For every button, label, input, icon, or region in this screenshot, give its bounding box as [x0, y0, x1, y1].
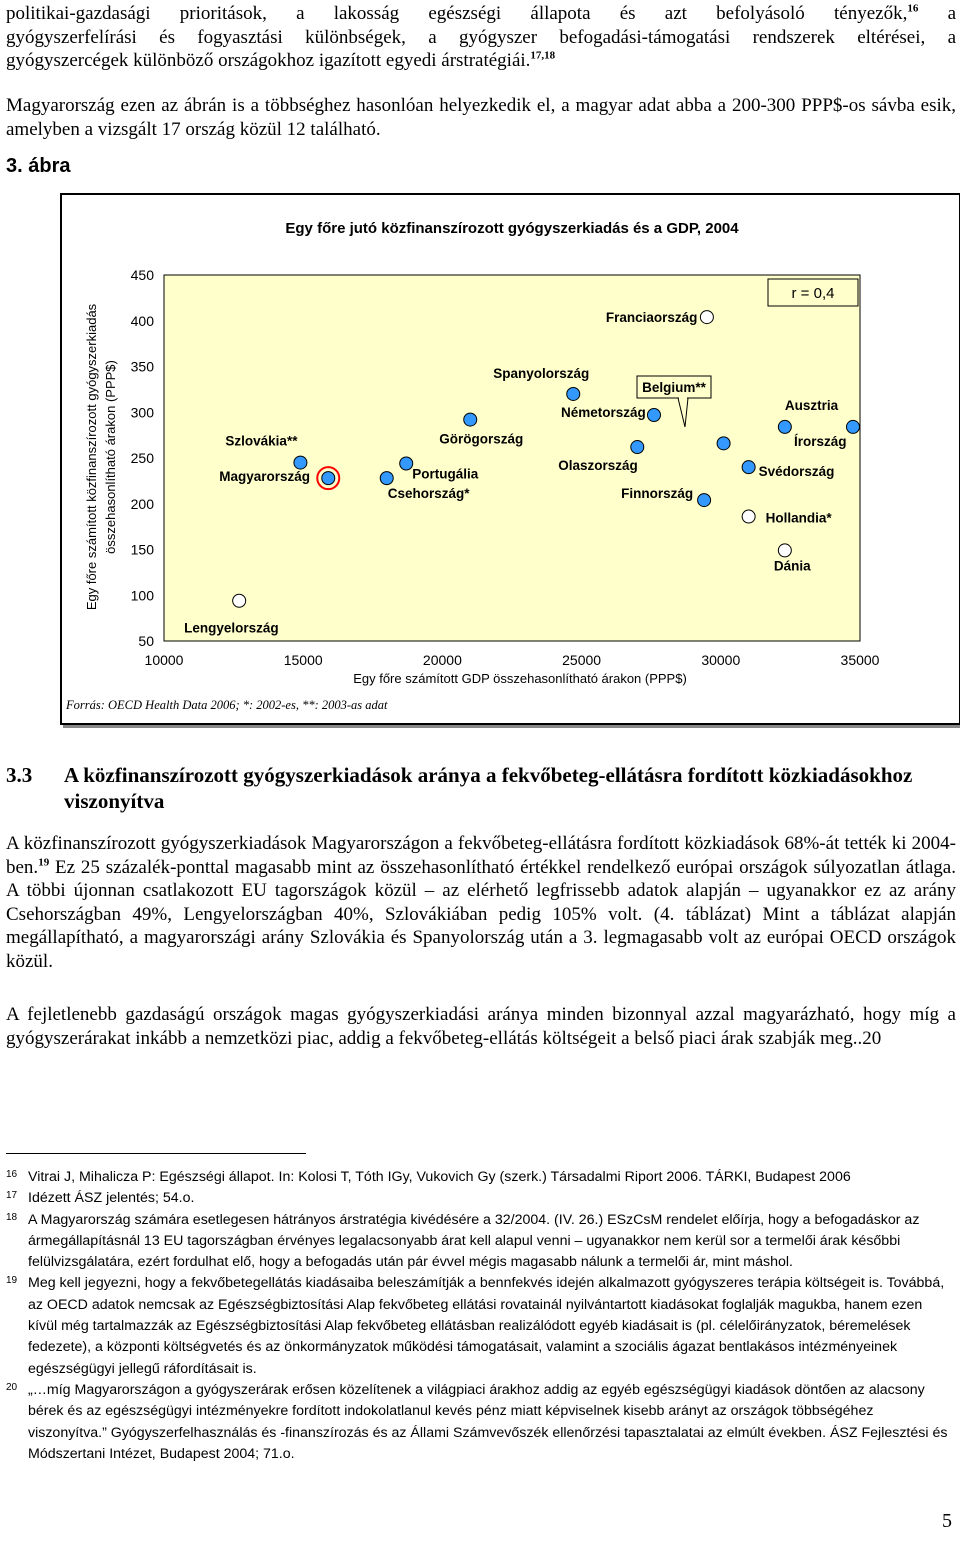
body-paragraph-3 — [6, 832, 956, 973]
intro-paragraph-2: Magyarország ezen az ábrán is a többséghez hasonlóan helyezkedik el, a magyar adat abba a 200-300 PPP$-os sávba esik, amelyben a vizsgált 17 ország közül 12 található. — [6, 95, 956, 140]
x-tick-label: 25000 — [562, 652, 602, 668]
footnote-number: 18 — [6, 1211, 18, 1223]
intro-line-1-tail: a — [918, 3, 956, 24]
point-label: Olaszország — [558, 458, 638, 474]
filled-marker — [464, 413, 477, 426]
filled-marker — [294, 456, 307, 469]
filled-marker — [567, 387, 580, 400]
x-axis — [145, 652, 880, 668]
chart-title: Egy főre jutó közfinanszírozott gyógyszerkiadás és a GDP, 2004 — [285, 220, 739, 237]
footnote-number: 17 — [6, 1190, 18, 1202]
intro-line-2: gyógyszerfelírási és fogyasztási különbségek, a gyógyszer befogadási-támogatási rendszerek eltérései, a — [6, 26, 956, 48]
y-axis-label-line2: összehasonlítható árakon (PPP$) — [103, 360, 118, 554]
point-label: Ausztria — [784, 397, 839, 413]
scatter-chart — [62, 195, 959, 723]
y-tick-label: 300 — [130, 404, 154, 421]
y-axis — [131, 267, 155, 649]
footnote-18 — [6, 1210, 950, 1274]
chart-frame — [60, 193, 960, 725]
point-label: Csehország* — [387, 486, 470, 502]
footnote-number: 20 — [6, 1381, 18, 1393]
body-p3-part-a: A közfinanszírozott gyógyszerkiadások Magyarországon a fekvőbeteg-ellátásra fordított közkiadások 68%-át tették ki 2004-ben. — [6, 833, 956, 878]
x-tick-label: 30000 — [701, 652, 741, 668]
body-p3-part-b: Ez 25 százalék-ponttal magasabb mint az összehasonlítható értékkel rendelkező európai országok súlyozatlan átlaga. A többi újonnan csatlakozott EU tagországok közül – az elérhető legfrissebb adatok alapján – ugyanakkor ez az arány Csehországban 49%, Lengyelországban 40%, Szlovákiában pedig 105% volt. (4. táblázat) Mint a táblázat alapján megállapítható, a magyarországi arány Szlovákia és Spanyolország után a 3. legmagasabb volt az európai OECD országok közül. — [6, 856, 956, 972]
data-point — [606, 310, 714, 325]
footnote-text: „…míg Magyarországon a gyógyszerárak erősen közelítenek a világpiaci árakhoz addig az egyéb egészségügyi kiadások döntően az alacsony bérek és az egészségügyi intézményekre fordított indokolatlanul kevés pénz miatt képviselnek kisebb arányt az országok többségéhez viszonyítva.” Gyógyszerfelhasználás és -finanszírozás és az Állami Számvevőszék ellenőrzési tapasztalatai az elmúlt években. ÁSZ Fejlesztési és Módszertani Intézet, Budapest 2004; 71.o. — [28, 1381, 948, 1462]
y-tick-label: 400 — [130, 312, 154, 329]
open-marker — [778, 544, 791, 557]
x-tick-label: 15000 — [283, 652, 323, 668]
open-marker — [742, 510, 755, 523]
body-paragraph-4: A fejletlenebb gazdaságú országok magas gyógyszerkiadási aránya minden bizonnyal azzal magyarázható, hogy míg a gyógyszerárakat inkább a nemzetközi piac, addig a fekvőbeteg-ellátás költségeit a belső piaci árak szabják meg..20 — [6, 1004, 956, 1049]
y-tick-label: 250 — [130, 450, 154, 466]
point-label: Franciaország — [605, 310, 698, 326]
correlation-annotation — [768, 279, 858, 306]
point-label: Görögország — [439, 431, 524, 447]
y-tick-label: 100 — [130, 587, 154, 604]
footnote-text: Idézett ÁSZ jelentés; 54.o. — [28, 1190, 195, 1207]
filled-marker — [778, 420, 791, 433]
y-tick-label: 450 — [130, 267, 154, 283]
footnotes — [6, 1167, 950, 1465]
section-title: A közfinanszírozott gyógyszerkiadások aránya a fekvőbeteg-ellátásra fordított közkiadásokhoz viszonyítva — [64, 763, 913, 813]
footnote-ref-17[interactable]: 17 — [530, 49, 542, 62]
filled-marker — [380, 472, 393, 485]
filled-marker — [322, 472, 335, 485]
x-tick-label: 35000 — [840, 652, 880, 668]
filled-marker — [647, 408, 660, 421]
open-marker — [700, 311, 713, 324]
point-label: Portugália — [412, 466, 479, 482]
y-tick-label: 350 — [130, 358, 154, 375]
open-marker — [233, 594, 246, 607]
footnote-separator — [6, 1153, 306, 1154]
y-axis-label-line1: Egy főre számított közfinanszírozott gyógyszerkiadás — [84, 303, 99, 611]
footnote-text: Vitrai J, Mihalicza P: Egészségi állapot. In: Kolosi T, Tóth IGy, Vukovich Gy (szerk.) Társadalmi Riport 2006. TÁRKI, Budapest 2006 — [28, 1169, 851, 1185]
point-label: Spanyolország — [493, 365, 590, 381]
annotation-text: r = 0,4 — [791, 285, 835, 302]
footnote-17 — [6, 1188, 950, 1209]
data-point — [561, 405, 661, 422]
filled-marker — [717, 437, 730, 450]
figure-source: Forrás: OECD Health Data 2006; *: 2002-es, **: 2003-as adat — [66, 698, 388, 712]
x-axis-label: Egy főre számított GDP összehasonlítható árakon (PPP$) — [353, 671, 687, 686]
point-label: Svédország — [758, 464, 835, 480]
page-number: 5 — [942, 1510, 952, 1532]
section-heading — [6, 762, 956, 814]
intro-paragraph-1 — [6, 2, 956, 73]
y-tick-label: 200 — [130, 495, 154, 512]
filled-marker — [631, 441, 644, 454]
intro-line-3: gyógyszercégek különböző országokhoz igazított egyedi árstratégiái. — [6, 50, 531, 71]
x-tick-label: 10000 — [144, 652, 184, 668]
footnote-20 — [6, 1380, 950, 1465]
plot-area — [164, 275, 860, 641]
footnote-number: 16 — [6, 1169, 18, 1180]
filled-marker — [400, 457, 413, 470]
footnote-ref-18[interactable]: 18 — [544, 49, 556, 62]
x-tick-label: 20000 — [422, 652, 462, 668]
footnote-16 — [6, 1167, 950, 1188]
figure-label: 3. ábra — [6, 155, 71, 177]
point-label: Dánia — [773, 558, 811, 574]
point-label: Szlovákia** — [225, 433, 298, 449]
point-label: Írország — [794, 433, 847, 449]
footnote-text: A Magyarország számára esetlegesen hátrányos árstratégia kivédésére a 32/2004. (IV. 26.) ESzCsM rendelet előírja, hogy a befogadáskor az ármegállapításnál 13 EU tagországban érvényes legalacsonyabb árat kell alapul venni – ugyanakkor nem kerül sor a termelői árak későbbi felülvizsgálatára, ezért fordulhat elő, hogy a befogadás után pár évvel mégis magasabb nálunk a termelői ár, mint máshol. — [28, 1211, 920, 1271]
footnote-ref-19[interactable]: 19 — [38, 856, 50, 869]
footnote-19 — [6, 1273, 950, 1379]
point-label: Belgium** — [642, 380, 706, 395]
filled-marker — [742, 461, 755, 474]
footnote-ref-16[interactable]: 16 — [907, 2, 919, 15]
point-label: Lengyelország — [184, 620, 279, 636]
point-label: Magyarország — [219, 469, 311, 485]
footnote-text: Meg kell jegyezni, hogy a fekvőbetegellátás kiadásaiba beleszámítják a bennfekvés idején alkalmazott gyógyszeres terápia költségeit is. Továbbá, az OECD adatok nemcsak az Egészségbiztosítási Alap fekvőbeteg ellátási rovatainál nyilvántartott kiadásokat foglalják magukba, hanem ezen kívül még tartalmazzák az Egészségbiztosítási Alap fekvőbeteg ellátásban realizálódott egyéb kiadásait is (pl. célelőirányzatok, béremelések fedezete), a központi költségvetés és az önkormányzatok működési támogatásait, valamint a szociális ágazat bentlakásos intézményeinek egészségügyi jellegű ráfordításait is. — [28, 1275, 945, 1377]
filled-marker — [847, 420, 860, 433]
y-tick-label: 150 — [130, 541, 154, 558]
footnote-number: 19 — [6, 1275, 18, 1287]
y-tick-label: 50 — [138, 633, 154, 649]
point-label: Németország — [560, 404, 646, 420]
intro-line-1: politikai-gazdasági prioritások, a lakosság egészségi állapota és azt befolyásoló tényezők, — [6, 3, 908, 24]
point-label: Hollandia* — [765, 510, 832, 526]
filled-marker — [698, 494, 711, 507]
section-number: 3.3 — [6, 763, 33, 787]
point-label: Finnország — [621, 486, 694, 502]
footnote-ref-separator: , — [541, 49, 545, 62]
